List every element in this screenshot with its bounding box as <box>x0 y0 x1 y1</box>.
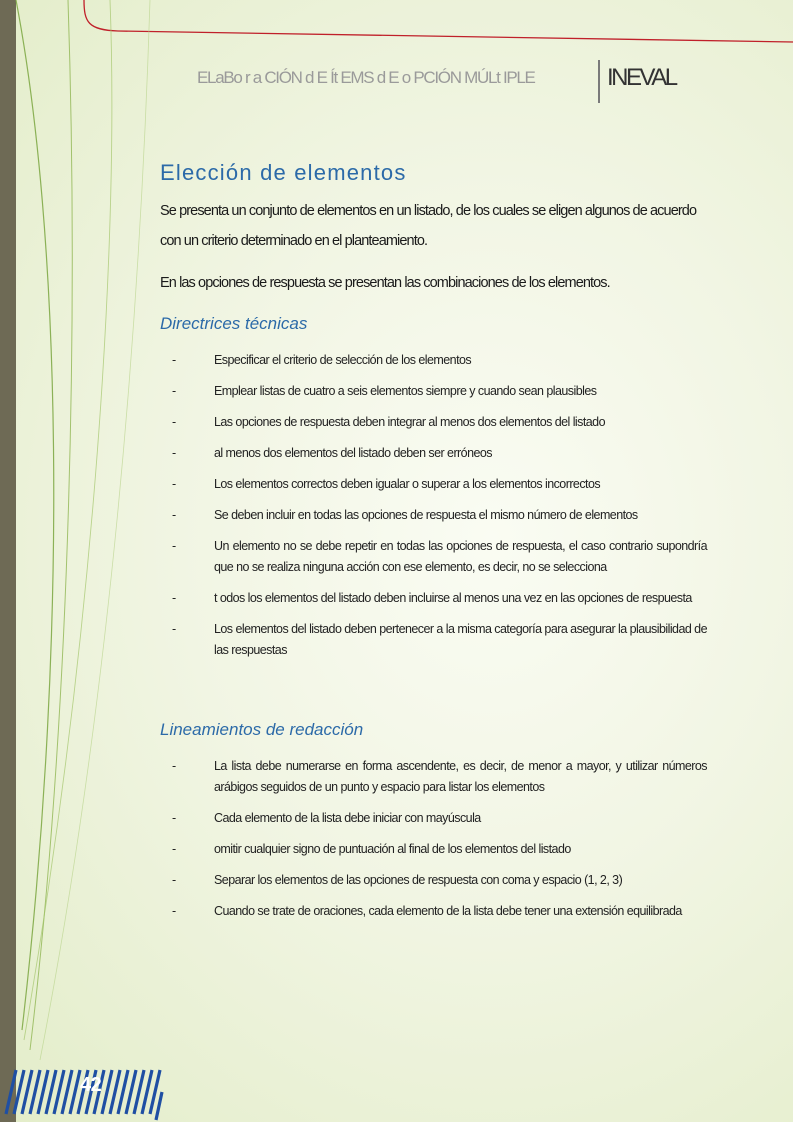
list-item: - Cada elemento de la lista debe iniciar con mayúscula <box>172 808 707 829</box>
bullet-dash: - <box>172 384 176 398</box>
directrices-list <box>172 350 707 671</box>
intro-paragraph-2: En las opciones de respuesta se presentan las combinaciones de los elementos. <box>160 275 610 291</box>
list-item: - omitir cualquier signo de puntuación al final de los elementos del listado <box>172 839 707 860</box>
list-item: - Un elemento no se debe repetir en todas las opciones de respuesta, el caso contrario supondría que no se realiza ninguna acción con ese elemento, es decir, no se selecciona <box>172 536 707 578</box>
document-header-title: ELaBo r a CIÓN d E Ít EMS d E o PCIÓN MÚLt IPLE <box>197 68 535 87</box>
directrices-heading: Directrices técnicas <box>160 314 308 333</box>
section-title: Elección de elementos <box>160 160 407 185</box>
list-item: - Separar los elementos de las opciones de respuesta con coma y espacio (1, 2, 3) <box>172 870 707 891</box>
list-item: - Cuando se trate de oraciones, cada elemento de la lista debe tener una extensión equilibrada <box>172 901 707 922</box>
list-item: - Especificar el criterio de selección de los elementos <box>172 350 707 371</box>
header-divider <box>598 60 600 103</box>
bullet-dash: - <box>172 873 176 887</box>
bullet-dash: - <box>172 446 176 460</box>
intro-paragraph-1: Se presenta un conjunto de elementos en un listado, de los cuales se eligen algunos de acuerdo con un criterio determinado en el planteamiento. <box>160 203 697 249</box>
bullet-dash: - <box>172 904 176 918</box>
list-item: - t odos los elementos del listado deben incluirse al menos una vez en las opciones de respuesta <box>172 588 707 609</box>
bullet-dash: - <box>172 539 176 553</box>
list-item: - Se deben incluir en todas las opciones de respuesta el mismo número de elementos <box>172 505 707 526</box>
list-item: - Emplear listas de cuatro a seis elementos siempre y cuando sean plausibles <box>172 381 707 402</box>
bullet-dash: - <box>172 591 176 605</box>
bullet-dash: - <box>172 353 176 367</box>
bullet-dash: - <box>172 477 176 491</box>
bullet-dash: - <box>172 759 176 773</box>
list-item: - al menos dos elementos del listado deben ser erróneos <box>172 443 707 464</box>
page-number: 42 <box>80 1074 102 1096</box>
list-item: - La lista debe numerarse en forma ascendente, es decir, de menor a mayor, y utilizar números arábigos seguidos de un punto y espacio para listar los elementos <box>172 756 707 798</box>
bullet-dash: - <box>172 842 176 856</box>
list-item: - Los elementos correctos deben igualar o superar a los elementos incorrectos <box>172 474 707 495</box>
lineamientos-list <box>172 756 707 932</box>
bullet-dash: - <box>172 415 176 429</box>
ineval-logo: INEVAL <box>607 64 676 91</box>
list-item: - Las opciones de respuesta deben integrar al menos dos elementos del listado <box>172 412 707 433</box>
bullet-dash: - <box>172 811 176 825</box>
bullet-dash: - <box>172 508 176 522</box>
bullet-dash: - <box>172 622 176 636</box>
list-item: - Los elementos del listado deben pertenecer a la misma categoría para asegurar la plausibilidad de las respuestas <box>172 619 707 661</box>
lineamientos-heading: Lineamientos de redacción <box>160 720 364 739</box>
